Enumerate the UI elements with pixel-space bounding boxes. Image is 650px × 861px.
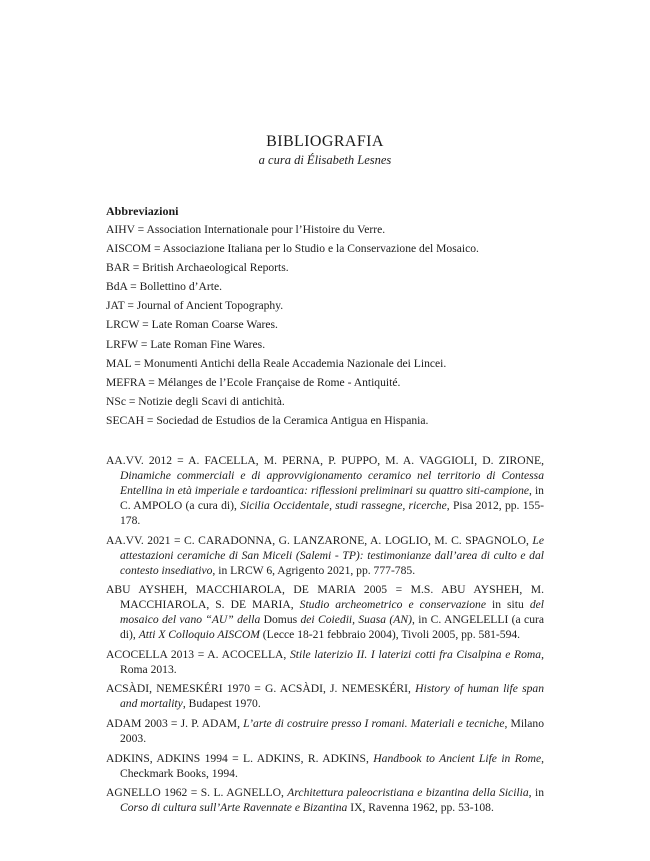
abbreviation-item: BdA = Bollettino d’Arte. [106, 280, 223, 294]
entry-text: AA.VV. 2021 = C. CARADONNA, G. LANZARONE, A. LOGLIO, M. C. SPAGNOLO, [106, 533, 533, 547]
bibliography-entry [106, 681, 544, 711]
entry-text: , Roma 2013. [120, 647, 544, 676]
abbreviation-item: NSc = Notizie degli Scavi di antichità. [106, 394, 285, 408]
entry-italic-text: Corso di cultura sull’Arte Ravennate e Bizantina [120, 801, 348, 815]
entry-italic-text: Studio archeometrico e conservazione [299, 598, 486, 612]
bibliography-entry [106, 533, 544, 578]
entry-text: (Lecce 18-21 febbraio 2004), Tivoli 2005, pp. 581-594. [259, 628, 521, 642]
bibliography-list [106, 453, 544, 820]
abbreviations-heading: Abbreviazioni [106, 204, 179, 218]
entry-text: , Budapest 1970. [182, 697, 261, 711]
abbreviation-item: JAT = Journal of Ancient Topography. [106, 299, 284, 313]
entry-italic-text: Atti X Colloquio AISCOM [138, 628, 260, 642]
entry-italic-text: Le attestazioni ceramiche di San Miceli (Salemi - TP): testimonianze dall’area di culto e dal contesto insediativo [120, 533, 544, 577]
abbreviation-item: LRFW = Late Roman Fine Wares. [106, 337, 266, 351]
entry-italic-text: Stile laterizio II. I laterizi cotti fra Cisalpina e Roma [290, 647, 542, 661]
entry-italic-text: del mosaico del vano “AU” della [120, 598, 544, 627]
entry-text: , in [528, 786, 544, 800]
entry-italic-text: Architettura paleocristiana e bizantina della Sicilia [287, 786, 529, 800]
entry-text: , in C. AMPOLO (a cura di), [120, 484, 544, 512]
entry-text: , Checkmark Books, 1994. [120, 751, 545, 780]
bibliography-entry [106, 716, 544, 746]
entry-text: ACOCELLA 2013 = A. ACOCELLA, [106, 647, 290, 661]
abbreviation-item: MAL = Monumenti Antichi della Reale Accademia Nazionale dei Lincei. [106, 356, 447, 370]
bibliography-entry [106, 582, 544, 642]
entry-italic-text: History of human life span and mortality [120, 682, 544, 711]
abbreviation-item: LRCW = Late Roman Coarse Wares. [106, 318, 278, 332]
bibliography-entry [106, 751, 544, 781]
entry-text: ABU AYSHEH, MACCHIAROLA, DE MARIA 2005 = M.S. ABU AYSHEH, M. MACCHIAROLA, S. DE MARIA, [106, 583, 544, 612]
abbreviation-item: AISCOM = Associazione Italiana per lo Studio e la Conservazione del Mosaico. [106, 242, 479, 256]
entry-text: , Pisa 2012, pp. 155-178. [120, 499, 544, 527]
abbreviation-item: SECAH = Sociedad de Estudios de la Ceramica Antigua en Hispania. [106, 413, 429, 427]
entry-italic-text: Sicilia Occidentale, studi rassegne, ricerche [240, 499, 447, 512]
entry-text: ADAM 2003 = J. P. ADAM, [106, 716, 244, 730]
entry-text: Domus [260, 613, 301, 627]
entry-text: , in C. ANGELELLI (a cura di), [120, 613, 544, 642]
abbreviation-item: MEFRA = Mélanges de l’Ecole Française de Rome - Antiquité. [106, 375, 401, 389]
bibliography-entry [106, 785, 544, 815]
entry-text: , Milano 2003. [120, 716, 545, 745]
bibliography-entry [106, 647, 544, 677]
entry-text: ADKINS, ADKINS 1994 = L. ADKINS, R. ADKINS, [106, 751, 374, 765]
entry-text: ACSÀDI, NEMESKÉRI 1970 = G. ACSÀDI, J. NEMESKÉRI, [106, 682, 416, 696]
entry-text: in situ [485, 598, 530, 612]
entry-text: AA.VV. 2012 = A. FACELLA, M. PERNA, P. PUPPO, M. A. VAGGIOLI, D. ZIRONE, [106, 454, 544, 467]
entry-italic-text: dei Coiedii, Suasa (AN) [300, 613, 412, 627]
entry-text: , in LRCW 6, Agrigento 2021, pp. 777-785. [212, 563, 416, 577]
entry-italic-text: Handbook to Ancient Life in Rome [373, 751, 542, 765]
page-subtitle: a cura di Élisabeth Lesnes [258, 153, 392, 167]
entry-text: AGNELLO 1962 = S. L. AGNELLO, [106, 786, 288, 800]
bibliography-entry [106, 453, 544, 528]
entry-text: IX, Ravenna 1962, pp. 53-108. [347, 801, 494, 815]
abbreviation-item: BAR = British Archaeological Reports. [106, 261, 289, 275]
entry-italic-text: L’arte di costruire presso I romani. Materiali e tecniche [243, 716, 505, 730]
page-title: BIBLIOGRAFIA [266, 133, 384, 150]
abbreviation-item: AIHV = Association Internationale pour l’Histoire du Verre. [106, 223, 386, 236]
entry-italic-text: Dinamiche commerciali e di approvvigionamento ceramico nel territorio di Contessa Entellina in età imperiale e tardoantica: riflessioni preliminari su quattro siti-campione [120, 469, 544, 497]
abbreviations-section [106, 202, 556, 430]
